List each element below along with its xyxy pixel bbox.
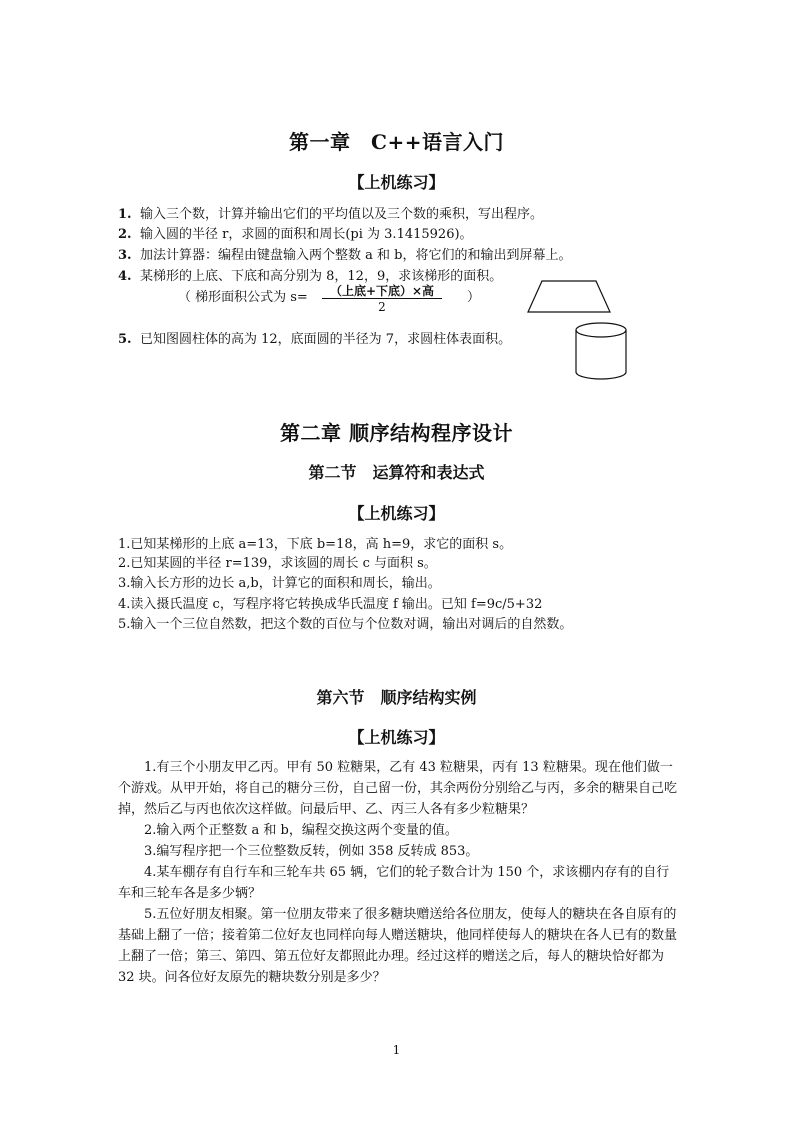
exercise-number: 3. (118, 248, 132, 263)
ch1-exercise-5 (118, 328, 511, 347)
formula-numerator: （上底+下底）×高 (329, 284, 435, 298)
exercise-number: 5. (118, 332, 132, 347)
chapter-2-title: 第二章 顺序结构程序设计 (280, 421, 513, 445)
section-2-title: 第二节 运算符和表达式 (308, 463, 485, 482)
chapter-1-lab-heading: 【上机练习】 (348, 173, 445, 192)
exercise-text: 某梯形的上底、下底和高分别为 8，12，9，求该梯形的面积。 (140, 269, 503, 284)
chapter-1-title: 第一章 C++语言入门 (289, 130, 504, 154)
ch2-exercise-5: 5.输入一个三位自然数，把这个数的百位与个位数对调，输出对调后的自然数。 (118, 617, 573, 632)
sec6-exercise-3: 3.编写程序把一个三位整数反转，例如 358 反转成 853。 (144, 844, 479, 859)
ch2-exercise-1: 1.已知某梯形的上底 a=13，下底 b=18，高 h=9，求它的面积 s。 (118, 537, 513, 552)
ch2-exercise-3: 3.输入长方形的边长 a,b，计算它的面积和周长，输出。 (118, 576, 441, 591)
sec6-exercise-1: 1.有三个小朋友甲乙丙。甲有 50 粒糖果，乙有 43 粒糖果，丙有 13 粒糖果。现在他们做一个游戏。从甲开始，将自己的糖分三份，自己留一份，其余两份分别给乙与丙，多余的糖果自己吃掉，然后乙与丙也依次这样做。问最后甲、乙、丙三人各有多少粒糖果？ (118, 760, 678, 817)
formula-suffix: ） (467, 290, 481, 305)
sec6-exercise-5: 5.五位好朋友相聚。第一位朋友带来了很多糖块赠送给各位朋友，使每人的糖块在各自原有的基础上翻了一倍；接着第二位好友也同样向每人赠送糖块，他同样使每人的糖块在各人已有的数量上翻了一倍；第三、第四、第五位好友都照此办理。经过这样的赠送之后，每人的糖块恰好都为 32 块。问各位好友原先的糖块数分别是多少？ (118, 907, 678, 985)
trapezoid-figure (524, 278, 614, 316)
chapter-2-lab-heading: 【上机练习】 (348, 504, 445, 523)
exercise-text: 输入三个数，计算并输出它们的平均值以及三个数的乘积，写出程序。 (140, 207, 544, 222)
exercise-text: 加法计算器：编程由键盘输入两个整数 a 和 b，将它们的和输出到屏幕上。 (140, 248, 572, 263)
sec6-exercise-4: 4.某车棚存有自行车和三轮车共 65 辆，它们的轮子数合计为 150 个，求该棚内存有的自行车和三轮车各是多少辆？ (118, 865, 670, 901)
fraction-bar (322, 298, 442, 299)
section-6-title: 第六节 顺序结构实例 (316, 688, 477, 707)
ch1-exercise-2 (118, 223, 473, 242)
ch1-exercise-1 (118, 203, 543, 222)
exercise-number: 1. (118, 207, 132, 222)
exercise-text: 已知图圆柱体的高为 12，底面圆的半径为 7，求圆柱体表面积。 (140, 332, 512, 347)
sec6-exercise-2: 2.输入两个正整数 a 和 b，编程交换这两个变量的值。 (144, 823, 458, 838)
formula-prefix: （ 梯形面积公式为 s= (178, 290, 308, 305)
formula-denominator: 2 (378, 300, 386, 314)
exercise-number: 4. (118, 269, 132, 284)
section-6-lab-heading: 【上机练习】 (348, 728, 445, 747)
cylinder-figure (572, 320, 630, 382)
ch1-exercise-3 (118, 244, 571, 263)
exercise-text: 输入圆的半径 r，求圆的面积和周长(pi 为 3.1415926)。 (140, 227, 473, 242)
page-number: 1 (392, 1043, 401, 1057)
ch2-exercise-2: 2.已知某圆的半径 r=139，求该圆的周长 c 与面积 s。 (118, 556, 437, 571)
ch1-exercise-4 (118, 265, 502, 284)
exercise-number: 2. (118, 227, 132, 242)
ch2-exercise-4: 4.读入摄氏温度 c，写程序将它转换成华氏温度 f 输出。已知 f=9c/5+32 (118, 597, 543, 612)
